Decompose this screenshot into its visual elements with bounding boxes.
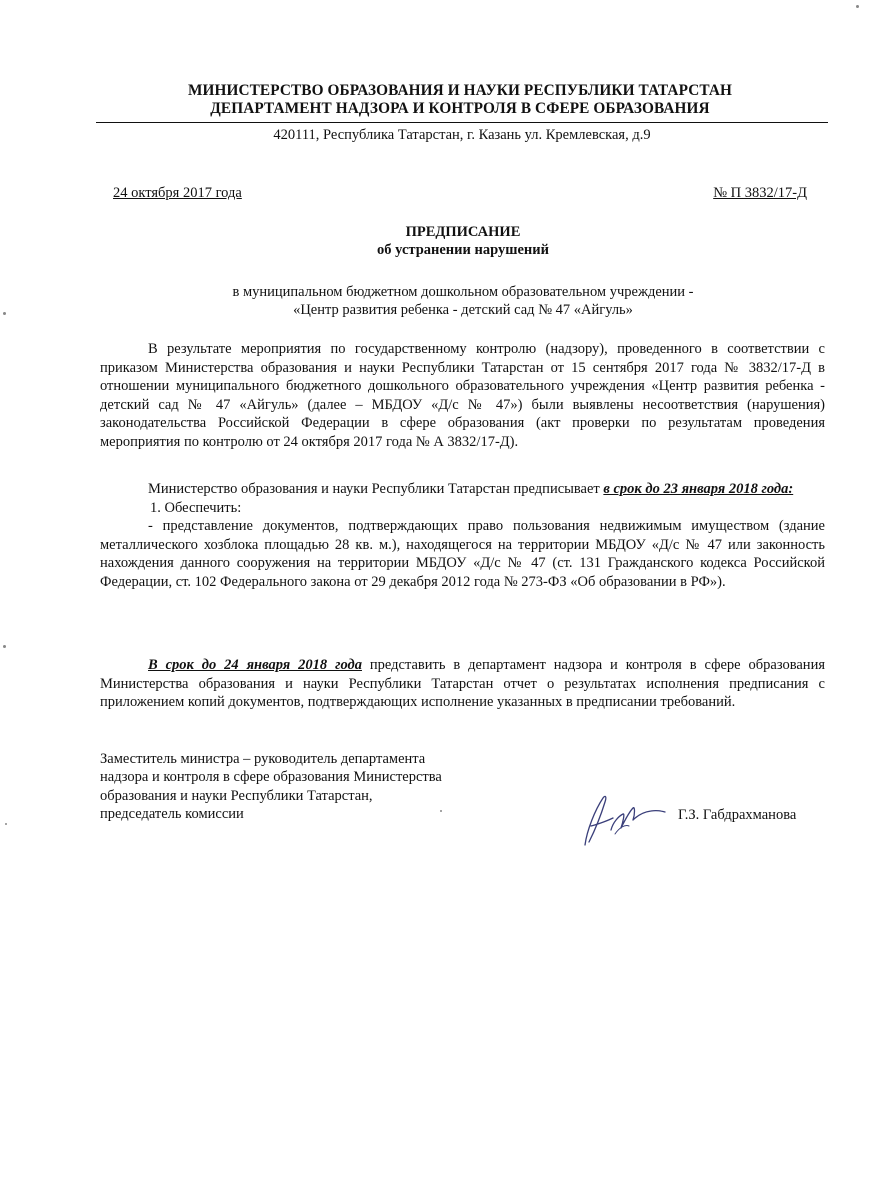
signatory-position-line-1: Заместитель министра – руководитель департамента — [100, 751, 426, 767]
scan-speck — [3, 645, 6, 648]
order-item-1: 1. Обеспечить: — [150, 499, 242, 516]
document-subtitle: об устранении нарушений — [377, 242, 549, 258]
signatory-position-line-2: надзора и контроля в сфере образования Министерства — [100, 769, 442, 786]
order-deadline: в срок до 23 января 2018 года: — [603, 481, 794, 497]
subject-line-1: в муниципальном бюджетном дошкольном образовательном учреждении - — [232, 284, 694, 300]
paragraph-findings — [100, 340, 825, 452]
report-deadline: В срок до 24 января 2018 года — [148, 657, 362, 673]
header-divider — [96, 122, 828, 123]
report-text — [100, 656, 825, 712]
signatory-name: Г.З. Габдрахманова — [678, 807, 797, 823]
handwritten-signature — [565, 790, 675, 850]
scan-speck — [856, 5, 859, 8]
scan-speck — [5, 823, 7, 825]
ministry-address: 420111, Республика Татарстан, г. Казань ул. Кремлевская, д.9 — [273, 127, 651, 143]
subject-line-2: «Центр развития ребенка - детский сад № 47 «Айгуль» — [293, 302, 633, 318]
signatory-position — [100, 750, 540, 824]
department-heading: ДЕПАРТАМЕНТ НАДЗОРА И КОНТРОЛЯ В СФЕРЕ ОБРАЗОВАНИЯ — [210, 100, 710, 117]
document-title: ПРЕДПИСАНИЕ — [405, 224, 521, 240]
report-instructions: представить в департамент надзора и контроля в сфере образования Министерства образования и науки Республики Татарстан отчет о результатах исполнения предписания с приложением копий документов, подтверждающих исполнение указанных в предписании требований. — [100, 657, 825, 711]
scan-speck — [3, 312, 6, 315]
signatory-position-line-3: образования и науки Республики Татарстан, — [100, 787, 373, 804]
scan-speck — [440, 810, 442, 812]
order-item-1-detail: - представление документов, подтверждающих право пользования недвижимым имуществом (здание металлического хозблока площадью 28 кв. м.), находящегося на территории МБДОУ «Д/с № 47 или законность нахождения данного сооружения на территории МБДОУ «Д/с № 47 (ст. 131 Гражданского кодекса Российской Федерации, ст. 102 Федерального закона от 29 декабря 2012 года № 273-ФЗ «Об образовании в РФ»). — [100, 518, 825, 590]
paragraph-report — [100, 656, 825, 712]
ministry-heading: МИНИСТЕРСТВО ОБРАЗОВАНИЯ И НАУКИ РЕСПУБЛИКИ ТАТАРСТАН — [187, 82, 733, 99]
paragraph-findings-text: В результате мероприятия по государственному контролю (надзору), проведенного в соответствии с приказом Министерства образования и науки Республики Татарстан от 15 сентября 2017 года № 3832/17-Д в отношении муниципального бюджетного дошкольного образовательного учреждения «Центр развития ребенка - детский сад № 47 «Айгуль» (далее – МБДОУ «Д/с № 47») были выявлены несоответствия (нарушения) законодательства Российской Федерации в сфере образования (акт проверки по результатам проведения мероприятия по контролю от 24 октября 2017 года № А 3832/17-Д). — [100, 341, 825, 450]
document-number: № П 3832/17-Д — [713, 185, 807, 201]
paragraph-order — [100, 480, 825, 592]
order-intro: Министерство образования и науки Республики Татарстан предписывает — [148, 481, 604, 497]
signatory-position-line-4: председатель комиссии — [100, 806, 244, 823]
document-date: 24 октября 2017 года — [113, 185, 242, 201]
order-text — [100, 480, 825, 499]
